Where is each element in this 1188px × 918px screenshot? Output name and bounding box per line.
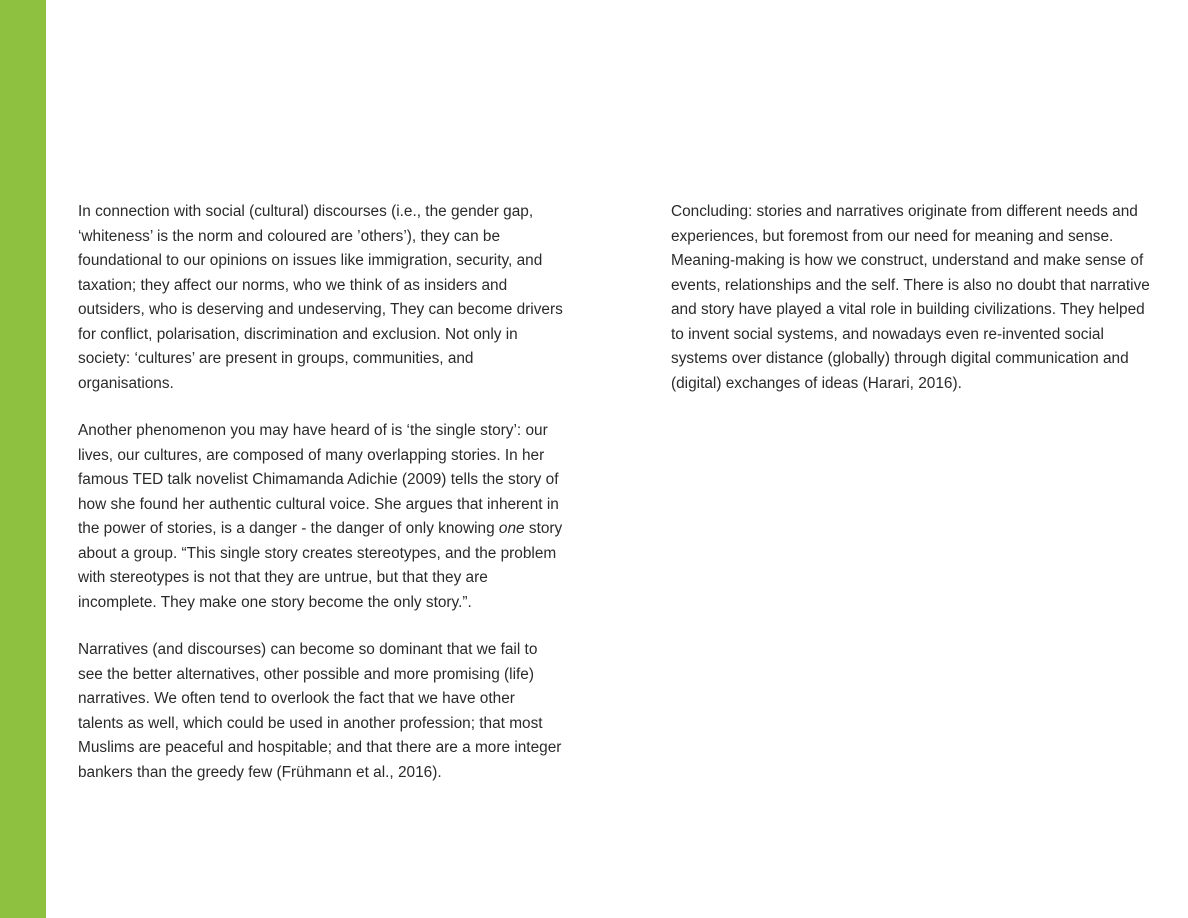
paragraph-cultural-discourses: In connection with social (cultural) discourses (i.e., the gender gap, ‘whiteness’ is the norm and coloured are ’others’), they can be foundational to our opinions on issues like immigration, security, and taxation; they affect our norms, who we think of as insiders and outsiders, who is deserving and undeserving, They can become drivers for conflict, polarisation, discrimination and exclusion. Not only in society: ‘cultures’ are present in groups, communities, and organisations.: [78, 203, 563, 392]
paragraph-dominant-narratives: Narratives (and discourses) can become so dominant that we fail to see the better alternatives, other possible and more promising (life) narratives. We often tend to overlook the fact that we have other talents as well, which could be used in another profession; that most Muslims are peaceful and hospitable; and that there are a more integer bankers than the greedy few (Frühmann et al., 2016).: [78, 641, 562, 781]
paragraph-single-story: [78, 419, 564, 615]
left-text-column: [78, 200, 564, 808]
single-story-text-start: Another phenomenon you may have heard of is ‘the single story’: our lives, our cultures, are composed of many overlapping stories. In her famous TED talk novelist Chimamanda Adichie (2009) tells the story of how she found her authentic cultural voice. She argues that inherent in the power of stories, is a danger - the danger of only knowing: [78, 422, 559, 537]
green-side-bar: [0, 0, 46, 918]
single-story-emphasis: one: [498, 520, 525, 537]
right-text-column: [671, 200, 1161, 419]
single-story-text-end: story about a group. “This single story creates stereotypes, and the problem with stereotypes is not that they are untrue, but that they are incomplete. They make one story become the only story.”.: [78, 520, 563, 611]
paragraph-concluding: Concluding: stories and narratives originate from different needs and experiences, but foremost from our need for meaning and sense. Meaning-making is how we construct, understand and make sense of events, relationships and the self. There is also no doubt that narrative and story have played a vital role in building civilizations. They helped to invent social systems, and nowadays even re-invented social systems over distance (globally) through digital communication and (digital) exchanges of ideas (Harari, 2016).: [671, 203, 1150, 392]
